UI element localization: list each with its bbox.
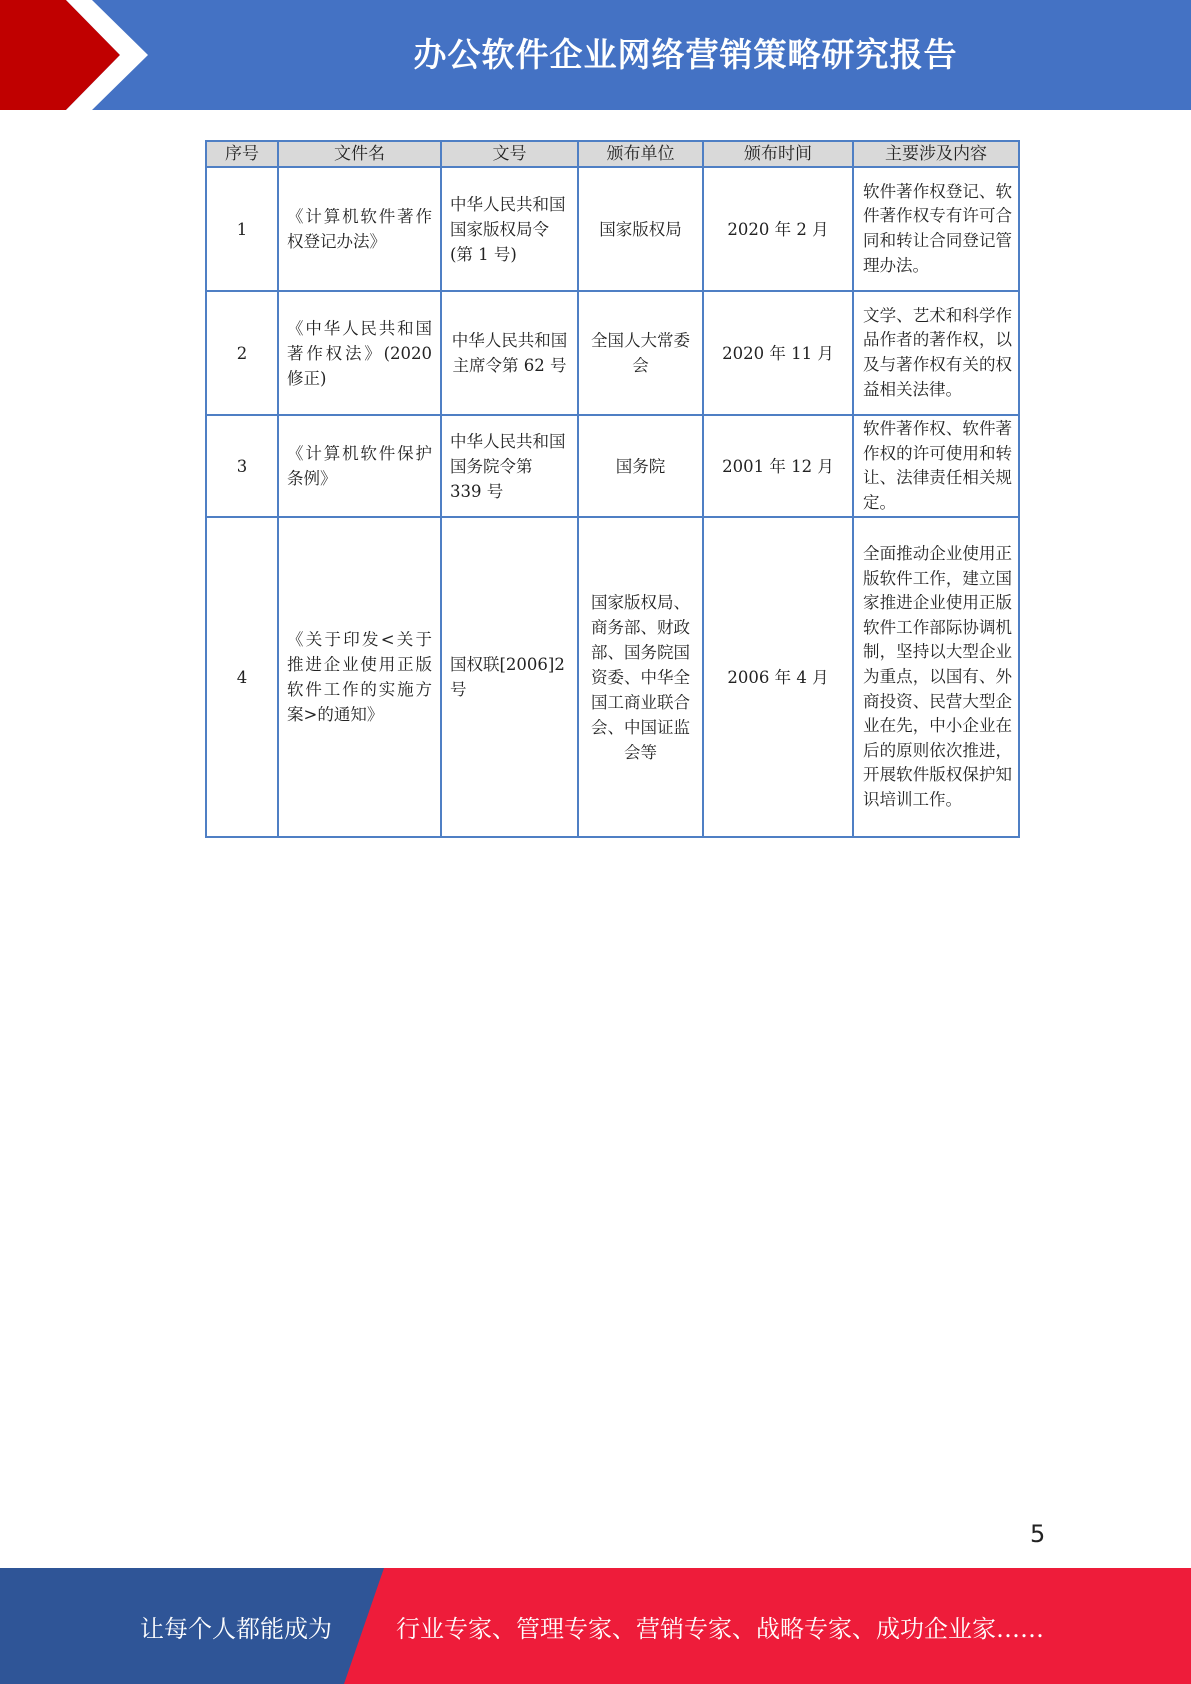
table-row <box>206 517 1019 837</box>
document-name: 《中华人民共和国著作权法》(2020 修正) <box>278 291 441 415</box>
report-title: 办公软件企业网络营销策略研究报告 <box>413 35 958 74</box>
main-content: 软件著作权登记、软件著作权专有许可合同和转让合同登记管理办法。 <box>853 167 1019 291</box>
issuing-body: 国务院 <box>578 415 703 517</box>
table-row <box>206 291 1019 415</box>
row-number: 2 <box>206 291 278 415</box>
column-header: 主要涉及内容 <box>853 141 1019 167</box>
issuing-body: 全国人大常委会 <box>578 291 703 415</box>
document-name: 《关于印发<关于推进企业使用正版软件工作的实施方案>的通知》 <box>278 517 441 837</box>
footer-slogan-right: 行业专家、管理专家、营销专家、战略专家、成功企业家…… <box>396 1614 1044 1643</box>
issuing-body: 国家版权局 <box>578 167 703 291</box>
document-number: 国权联[2006]2 号 <box>441 517 578 837</box>
main-content: 文学、艺术和科学作品作者的著作权，以及与著作权有关的权益相关法律。 <box>853 291 1019 415</box>
document-name: 《计算机软件著作权登记办法》 <box>278 167 441 291</box>
document-number: 中华人民共和国主席令第 62 号 <box>441 291 578 415</box>
table-row <box>206 415 1019 517</box>
column-header: 序号 <box>206 141 278 167</box>
issuing-body: 国家版权局、商务部、财政部、国务院国资委、中华全国工商业联合会、中国证监会等 <box>578 517 703 837</box>
row-number: 1 <box>206 167 278 291</box>
main-content: 全面推动企业使用正版软件工作，建立国家推进企业使用正版软件工作部际协调机制，坚持以大型企业为重点，以国有、外商投资、民营大型企业在先，中小企业在后的原则依次推进，开展软件版权保护知识培训工作。 <box>853 517 1019 837</box>
table-header-row <box>206 141 1019 167</box>
issue-date: 2020 年 2 月 <box>703 167 853 291</box>
table-row <box>206 167 1019 291</box>
header-arrow-decoration <box>0 0 260 110</box>
row-number: 3 <box>206 415 278 517</box>
column-header: 颁布时间 <box>703 141 853 167</box>
row-number: 4 <box>206 517 278 837</box>
header-band <box>0 0 1191 110</box>
column-header: 文号 <box>441 141 578 167</box>
regulations-table <box>205 140 1020 838</box>
page-number: 5 <box>1030 1520 1046 1548</box>
column-header: 文件名 <box>278 141 441 167</box>
document-number: 中华人民共和国国务院令第 339 号 <box>441 415 578 517</box>
footer-band <box>0 1568 1191 1684</box>
footer-slogan-left: 让每个人都能成为 <box>140 1614 332 1643</box>
main-content: 软件著作权、软件著作权的许可使用和转让、法律责任相关规定。 <box>853 415 1019 517</box>
document-number: 中华人民共和国国家版权局令(第 1 号) <box>441 167 578 291</box>
issue-date: 2020 年 11 月 <box>703 291 853 415</box>
issue-date: 2001 年 12 月 <box>703 415 853 517</box>
document-name: 《计算机软件保护条例》 <box>278 415 441 517</box>
column-header: 颁布单位 <box>578 141 703 167</box>
issue-date: 2006 年 4 月 <box>703 517 853 837</box>
